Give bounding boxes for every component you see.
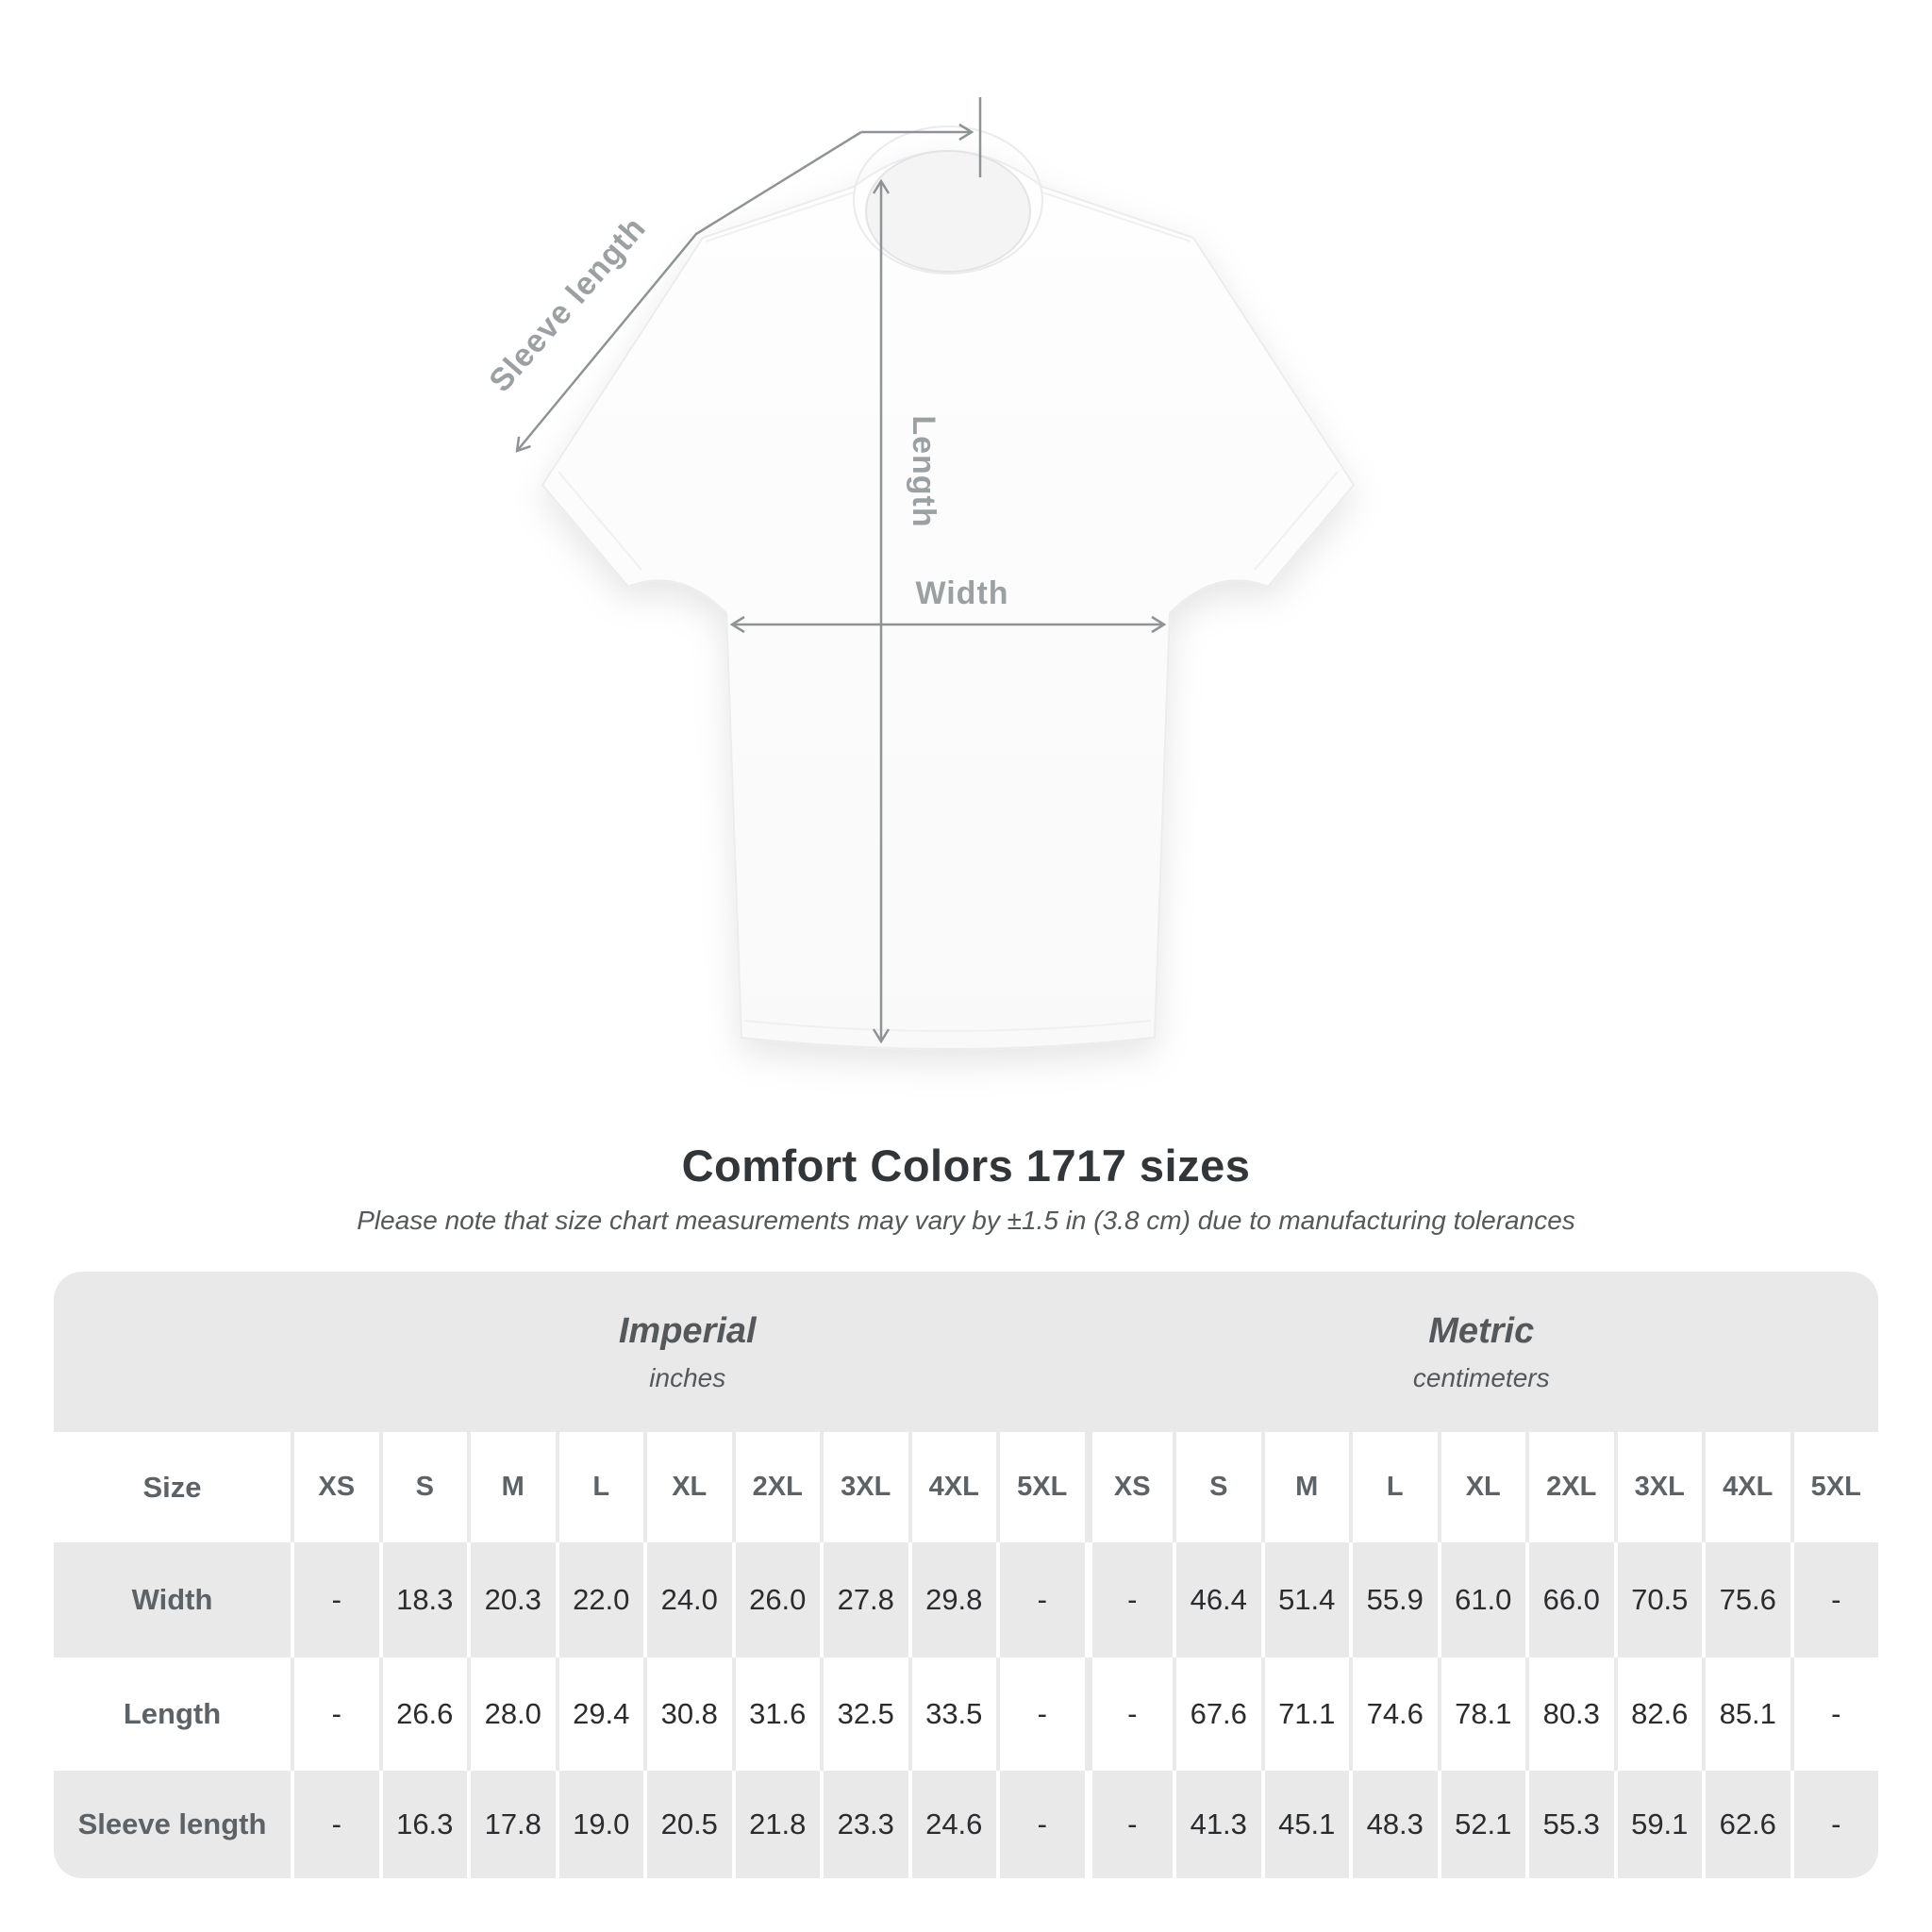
imperial-value-cell: 17.8 <box>467 1771 556 1878</box>
imperial-size-l: L <box>556 1432 644 1542</box>
imperial-value-cell: - <box>996 1771 1085 1878</box>
size-header-row <box>54 1432 1878 1542</box>
imperial-value-cell: 16.3 <box>379 1771 468 1878</box>
imperial-value-cell: - <box>291 1657 379 1771</box>
metric-value-cell: 41.3 <box>1173 1771 1261 1878</box>
imperial-value-cell: 29.8 <box>908 1542 997 1657</box>
metric-size-s: S <box>1173 1432 1261 1542</box>
metric-value-cell: 55.9 <box>1349 1542 1438 1657</box>
metric-value-cell: 71.1 <box>1261 1657 1350 1771</box>
imperial-size-s: S <box>379 1432 468 1542</box>
metric-size-2xl: 2XL <box>1525 1432 1614 1542</box>
imperial-value-cell: 20.3 <box>467 1542 556 1657</box>
metric-value-cell: 51.4 <box>1261 1542 1350 1657</box>
metric-value-cell: 59.1 <box>1614 1771 1703 1878</box>
metric-value-cell: 46.4 <box>1173 1542 1261 1657</box>
sleeve-length-label: Sleeve length <box>482 209 654 399</box>
imperial-label: Imperial <box>618 1310 757 1351</box>
metric-size-4xl: 4XL <box>1702 1432 1790 1542</box>
metric-value-cell: 61.0 <box>1438 1542 1526 1657</box>
imperial-value-cell: - <box>291 1771 379 1878</box>
size-chart-table <box>54 1272 1878 1878</box>
metric-group-header <box>1085 1272 1879 1432</box>
imperial-value-cell: 30.8 <box>643 1657 732 1771</box>
row-label: Sleeve length <box>54 1771 291 1878</box>
metric-size-xs: XS <box>1085 1432 1174 1542</box>
metric-value-cell: 48.3 <box>1349 1771 1438 1878</box>
imperial-value-cell: 21.8 <box>732 1771 821 1878</box>
metric-size-xl: XL <box>1438 1432 1526 1542</box>
row-label: Width <box>54 1542 291 1657</box>
imperial-value-cell: 33.5 <box>908 1657 997 1771</box>
collar-opening <box>866 151 1030 272</box>
metric-value-cell: 66.0 <box>1525 1542 1614 1657</box>
imperial-value-cell: 22.0 <box>556 1542 644 1657</box>
imperial-value-cell: 26.6 <box>379 1657 468 1771</box>
imperial-value-cell: 24.6 <box>908 1771 997 1878</box>
imperial-value-cell: 28.0 <box>467 1657 556 1771</box>
metric-value-cell: 45.1 <box>1261 1771 1350 1878</box>
unit-group-header-row <box>54 1272 1878 1432</box>
imperial-size-xs: XS <box>291 1432 379 1542</box>
imperial-size-4xl: 4XL <box>908 1432 997 1542</box>
imperial-value-cell: 19.0 <box>556 1771 644 1878</box>
metric-value-cell: 52.1 <box>1438 1771 1526 1878</box>
metric-value-cell: - <box>1790 1657 1879 1771</box>
imperial-size-5xl: 5XL <box>996 1432 1085 1542</box>
metric-value-cell: 74.6 <box>1349 1657 1438 1771</box>
metric-value-cell: - <box>1085 1542 1174 1657</box>
metric-size-m: M <box>1261 1432 1350 1542</box>
metric-size-l: L <box>1349 1432 1438 1542</box>
unit-group-spacer <box>54 1272 291 1432</box>
imperial-size-3xl: 3XL <box>820 1432 908 1542</box>
metric-value-cell: 78.1 <box>1438 1657 1526 1771</box>
metric-value-cell: 80.3 <box>1525 1657 1614 1771</box>
imperial-value-cell: 26.0 <box>732 1542 821 1657</box>
metric-value-cell: - <box>1790 1542 1879 1657</box>
imperial-value-cell: 27.8 <box>820 1542 908 1657</box>
metric-value-cell: - <box>1085 1771 1174 1878</box>
size-column-header: Size <box>142 1470 202 1504</box>
metric-value-cell: 85.1 <box>1702 1657 1790 1771</box>
metric-value-cell: 55.3 <box>1525 1771 1614 1878</box>
imperial-group-header <box>291 1272 1085 1432</box>
imperial-value-cell: - <box>996 1542 1085 1657</box>
metric-sublabel: centimeters <box>1412 1362 1550 1392</box>
metric-value-cell: 62.6 <box>1702 1771 1790 1878</box>
imperial-value-cell: - <box>291 1542 379 1657</box>
imperial-value-cell: 20.5 <box>643 1771 732 1878</box>
imperial-value-cell: 18.3 <box>379 1542 468 1657</box>
metric-size-3xl: 3XL <box>1614 1432 1703 1542</box>
imperial-value-cell: 31.6 <box>732 1657 821 1771</box>
imperial-size-2xl: 2XL <box>732 1432 821 1542</box>
metric-value-cell: 82.6 <box>1614 1657 1703 1771</box>
imperial-value-cell: 29.4 <box>556 1657 644 1771</box>
row-label: Length <box>123 1697 222 1730</box>
imperial-value-cell: 23.3 <box>820 1771 908 1878</box>
tolerance-note: Please note that size chart measurements may vary by ±1.5 in (3.8 cm) due to manufacturing tolerances <box>357 1206 1575 1235</box>
imperial-value-cell: 32.5 <box>820 1657 908 1771</box>
page-title: Comfort Colors 1717 sizes <box>681 1141 1251 1191</box>
table-row <box>54 1542 1878 1657</box>
width-label: Width <box>915 575 1009 611</box>
imperial-value-cell: 24.0 <box>643 1542 732 1657</box>
metric-value-cell: - <box>1790 1771 1879 1878</box>
imperial-size-xl: XL <box>643 1432 732 1542</box>
table-row <box>54 1657 1878 1771</box>
metric-value-cell: - <box>1085 1657 1174 1771</box>
metric-label: Metric <box>1428 1310 1535 1351</box>
metric-size-5xl: 5XL <box>1790 1432 1879 1542</box>
imperial-size-m: M <box>467 1432 556 1542</box>
imperial-sublabel: inches <box>649 1362 726 1392</box>
length-label: Length <box>906 415 941 528</box>
metric-value-cell: 67.6 <box>1173 1657 1261 1771</box>
metric-value-cell: 75.6 <box>1702 1542 1790 1657</box>
table-row <box>54 1771 1878 1878</box>
metric-value-cell: 70.5 <box>1614 1542 1703 1657</box>
imperial-value-cell: - <box>996 1657 1085 1771</box>
